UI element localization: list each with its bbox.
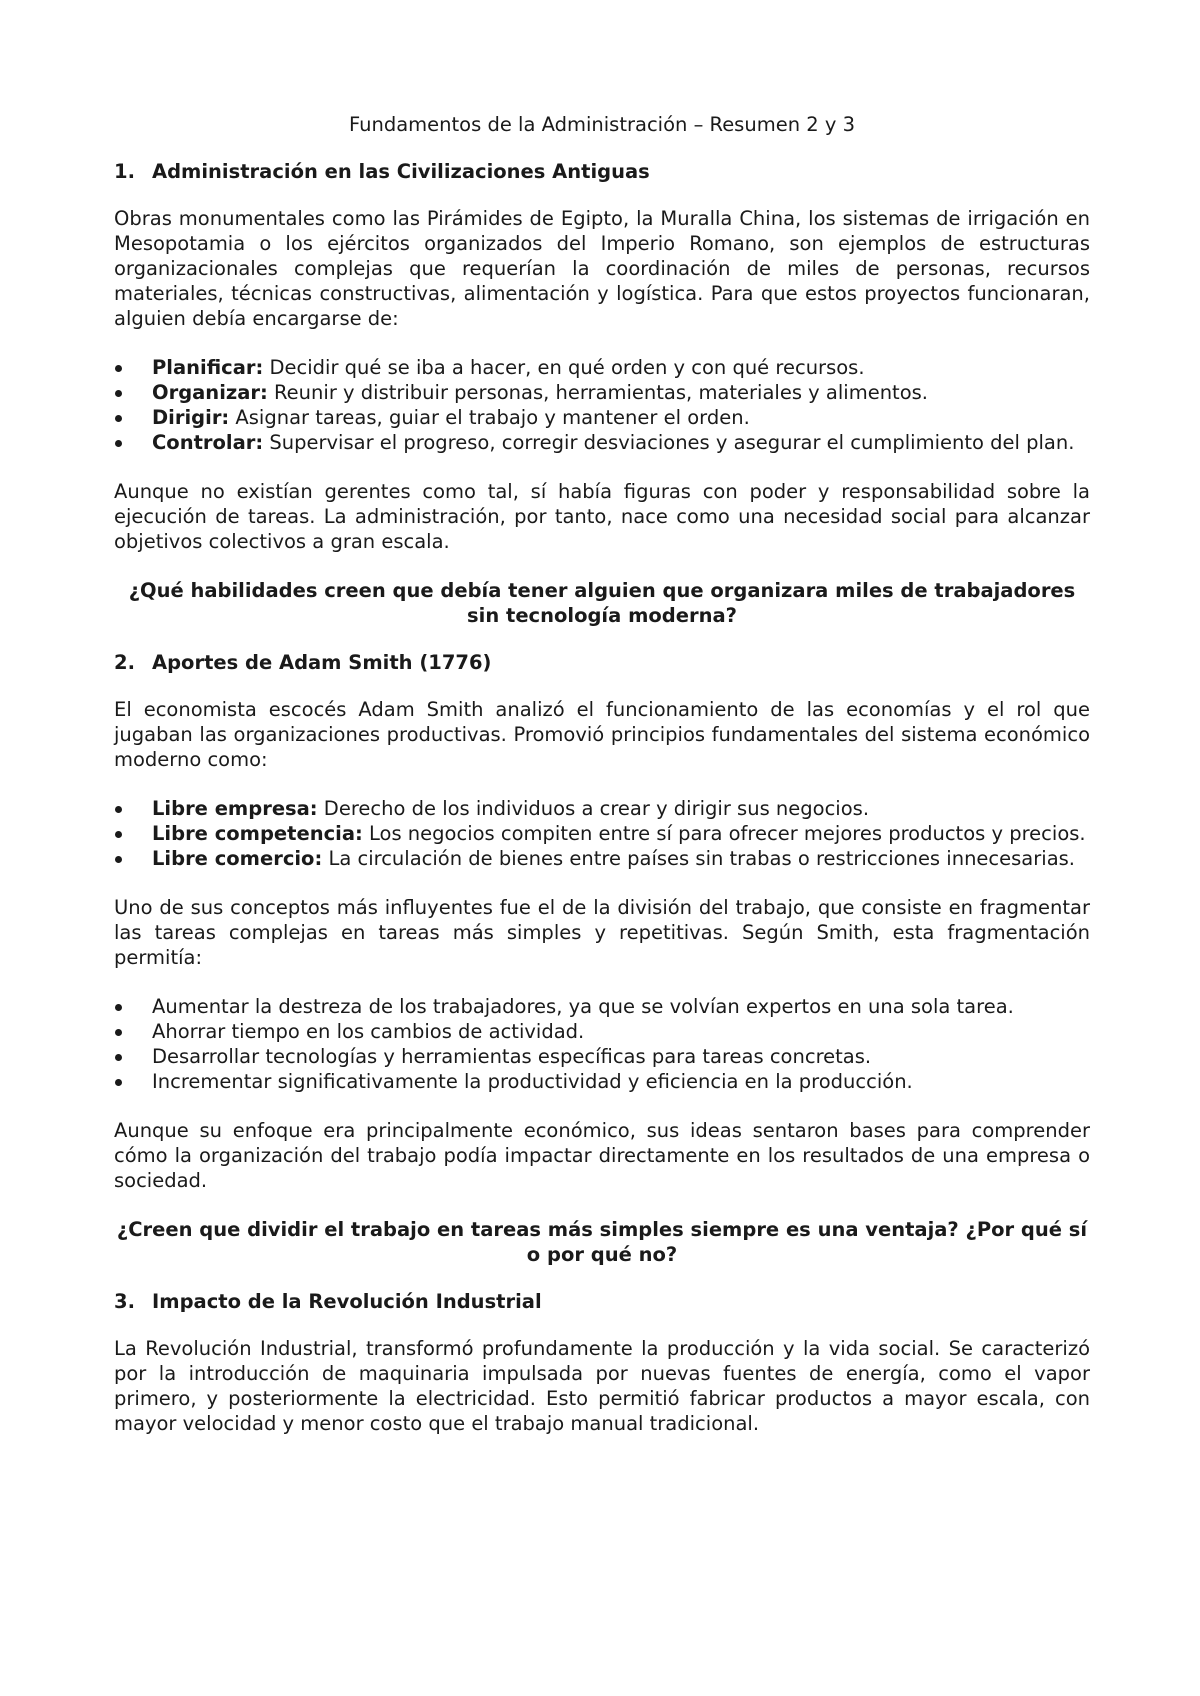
list-text: Reunir y distribuir personas, herramientas, materiales y alimentos. xyxy=(267,381,928,404)
list-item xyxy=(114,1069,1090,1094)
bullet-list xyxy=(114,994,1090,1094)
bullet-icon xyxy=(115,440,122,447)
section-heading xyxy=(114,650,1090,675)
list-item xyxy=(114,846,1090,871)
document-page xyxy=(114,112,1090,1460)
section-heading xyxy=(114,1289,1090,1314)
list-term: Controlar: xyxy=(152,431,264,454)
list-item xyxy=(114,405,1090,430)
paragraph: Uno de sus conceptos más influyentes fue el de la división del trabajo, que consiste en fragmentar las tareas complejas en tareas más simples y repetitivas. Según Smith, esta fragmentación permitía: xyxy=(114,896,1090,969)
paragraph: La Revolución Industrial, transformó profundamente la producción y la vida social. Se caracterizó por la introducción de maquinaria impulsada por nuevas fuentes de energía, como el vapor primero, y posteriormente la electricidad. Esto permitió fabricar productos a mayor escala, con mayor velocidad y menor costo que el trabajo manual tradicional. xyxy=(114,1337,1090,1435)
section-number: 2. xyxy=(114,651,135,674)
paragraph: El economista escocés Adam Smith analizó el funcionamiento de las economías y el rol que jugaban las organizaciones productivas. Promovió principios fundamentales del sistema económico moderno como: xyxy=(114,698,1090,771)
list-text: Asignar tareas, guiar el trabajo y mantener el orden. xyxy=(229,406,750,429)
list-term: Organizar: xyxy=(152,381,268,404)
list-term: Planificar: xyxy=(152,356,264,379)
bullet-icon xyxy=(115,1079,122,1086)
bullet-icon xyxy=(115,415,122,422)
paragraph: Obras monumentales como las Pirámides de Egipto, la Muralla China, los sistemas de irrigación en Mesopotamia o los ejércitos organizados del Imperio Romano, son ejemplos de estructuras organizacionales complejas que requerían la coordinación de miles de personas, recursos materiales, técnicas constructivas, alimentación y logística. Para que estos proyectos funcionaran, alguien debía encargarse de: xyxy=(114,207,1090,330)
discussion-question: ¿Creen que dividir el trabajo en tareas más simples siempre es una ventaja? ¿Por qué sí o por qué no? xyxy=(116,1218,1088,1266)
list-text: Decidir qué se iba a hacer, en qué orden y con qué recursos. xyxy=(263,356,865,379)
list-item xyxy=(114,1019,1090,1044)
bullet-icon xyxy=(115,1054,122,1061)
section-title: Impacto de la Revolución Industrial xyxy=(152,1290,542,1313)
list-item xyxy=(114,821,1090,846)
bullet-icon xyxy=(115,856,122,863)
list-item xyxy=(114,994,1090,1019)
paragraph: Aunque su enfoque era principalmente económico, sus ideas sentaron bases para comprender cómo la organización del trabajo podía impactar directamente en los resultados de una empresa o sociedad. xyxy=(114,1119,1090,1192)
list-item xyxy=(114,380,1090,405)
list-term: Libre empresa: xyxy=(152,797,318,820)
section-heading xyxy=(114,159,1090,184)
bullet-icon xyxy=(115,831,122,838)
list-item xyxy=(114,355,1090,380)
list-item xyxy=(114,796,1090,821)
bullet-icon xyxy=(115,390,122,397)
bullet-list xyxy=(114,796,1090,871)
list-text: La circulación de bienes entre países sin trabas o restricciones innecesarias. xyxy=(322,847,1075,870)
bullet-list xyxy=(114,355,1090,455)
list-text: Derecho de los individuos a crear y dirigir sus negocios. xyxy=(317,797,870,820)
list-text: Desarrollar tecnologías y herramientas específicas para tareas concretas. xyxy=(152,1045,872,1068)
bullet-icon xyxy=(115,365,122,372)
list-term: Libre comercio: xyxy=(152,847,323,870)
section-title: Aportes de Adam Smith (1776) xyxy=(152,651,492,674)
list-text: Ahorrar tiempo en los cambios de actividad. xyxy=(152,1020,585,1043)
list-item xyxy=(114,1044,1090,1069)
list-term: Dirigir: xyxy=(152,406,230,429)
list-text: Incrementar significativamente la productividad y eficiencia en la producción. xyxy=(152,1070,913,1093)
section-title: Administración en las Civilizaciones Antiguas xyxy=(152,160,650,183)
document-title: Fundamentos de la Administración – Resumen 2 y 3 xyxy=(348,113,856,136)
list-text: Los negocios compiten entre sí para ofrecer mejores productos y precios. xyxy=(362,822,1086,845)
section-number: 1. xyxy=(114,160,135,183)
list-text: Aumentar la destreza de los trabajadores, ya que se volvían expertos en una sola tarea. xyxy=(152,995,1014,1018)
bullet-icon xyxy=(115,1029,122,1036)
list-item xyxy=(114,430,1090,455)
list-term: Libre competencia: xyxy=(152,822,363,845)
bullet-icon xyxy=(115,806,122,813)
paragraph: Aunque no existían gerentes como tal, sí había figuras con poder y responsabilidad sobre la ejecución de tareas. La administración, por tanto, nace como una necesidad social para alcanzar objetivos colectivos a gran escala. xyxy=(114,480,1090,553)
bullet-icon xyxy=(115,1004,122,1011)
discussion-question: ¿Qué habilidades creen que debía tener alguien que organizara miles de trabajadores sin tecnología moderna? xyxy=(128,579,1076,627)
list-text: Supervisar el progreso, corregir desviaciones y asegurar el cumplimiento del plan. xyxy=(263,431,1075,454)
section-number: 3. xyxy=(114,1290,135,1313)
